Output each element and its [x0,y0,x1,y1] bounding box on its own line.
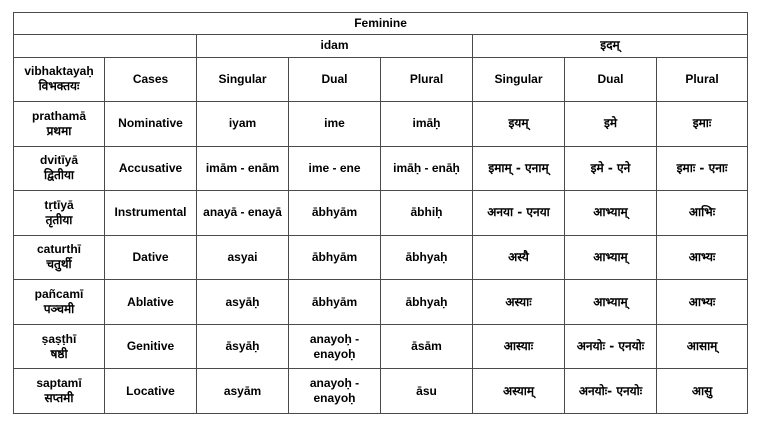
case-name-cell [14,146,105,191]
case-name-devanagari: पञ्चमी [43,302,75,317]
case-name-devanagari: तृतीया [45,212,73,227]
case-name-cell [14,102,105,147]
form-plural: ābhyaḥ [381,280,473,325]
form-dual-devanagari: आभ्याम् [565,235,657,280]
header-cases: Cases [105,57,197,102]
form-dual-devanagari: इमे - एने [565,146,657,191]
form-plural-devanagari: आसाम् [657,324,748,369]
header-dual: Dual [289,57,381,102]
header-singular: Singular [197,57,289,102]
group-header-roman: idam [197,35,473,57]
form-singular-devanagari: इमाम् - एनाम् [473,146,565,191]
form-singular: iyam [197,102,289,147]
form-plural: āsām [381,324,473,369]
case-name-devanagari: षष्ठी [50,346,68,361]
form-singular-devanagari: अस्याम् [473,369,565,414]
form-dual: ime [289,102,381,147]
table-row [14,146,748,191]
blank-header-cell [14,35,197,57]
form-plural: imāḥ [381,102,473,147]
form-singular: asyām [197,369,289,414]
case-name-roman: ṣaṣṭhī [41,331,77,346]
case-name-cell [14,324,105,369]
case-name-roman: caturthī [36,242,81,257]
form-singular-devanagari: अस्याः [473,280,565,325]
form-singular: asyai [197,235,289,280]
form-singular: asyāḥ [197,280,289,325]
form-dual-devanagari: आभ्याम् [565,191,657,236]
case-name-cell [14,191,105,236]
form-dual: anayoḥ - enayoḥ [289,324,381,369]
case-name-roman: dvitīyā [39,153,78,168]
form-plural-devanagari: इमाः [657,102,748,147]
form-singular-devanagari: अनया - एनया [473,191,565,236]
case-english: Genitive [105,324,197,369]
table-row [14,102,748,147]
table-title: Feminine [14,13,748,35]
case-name-roman: prathamā [31,108,87,123]
form-dual: ime - ene [289,146,381,191]
case-name-devanagari: चतुर्थी [46,257,72,272]
header-case-name [14,57,105,102]
case-name-devanagari: सप्तमी [44,391,74,406]
form-plural-devanagari: इमाः - एनाः [657,146,748,191]
case-name-roman: tṛtīyā [44,197,74,212]
case-english: Locative [105,369,197,414]
case-name-devanagari: द्वितीया [43,168,75,183]
form-plural-devanagari: आभ्यः [657,280,748,325]
group-header-devanagari: इदम् [473,35,748,57]
form-dual: ābhyām [289,280,381,325]
form-singular: imām - enām [197,146,289,191]
declension-table [13,12,748,414]
form-dual-devanagari: अनयोः- एनयोः [565,369,657,414]
case-english: Accusative [105,146,197,191]
header-singular-devanagari: Singular [473,57,565,102]
case-english: Ablative [105,280,197,325]
form-plural: imāḥ - enāḥ [381,146,473,191]
table-row [14,324,748,369]
form-dual-devanagari: इमे [565,102,657,147]
case-name-cell [14,235,105,280]
table-row [14,280,748,325]
header-case-name-roman: vibhaktayaḥ [24,64,94,79]
case-name-devanagari: प्रथमा [46,123,72,138]
form-singular: āsyāḥ [197,324,289,369]
case-name-roman: pañcamī [34,287,84,302]
form-dual: ābhyām [289,191,381,236]
form-plural: ābhyaḥ [381,235,473,280]
form-plural-devanagari: आभ्यः [657,235,748,280]
header-case-name-devanagari: विभक्तयः [38,79,80,94]
case-english: Instrumental [105,191,197,236]
header-dual-devanagari: Dual [565,57,657,102]
form-plural: āsu [381,369,473,414]
form-singular-devanagari: अस्यै [473,235,565,280]
form-plural-devanagari: आभिः [657,191,748,236]
table-row [14,369,748,414]
case-english: Dative [105,235,197,280]
form-singular: anayā - enayā [197,191,289,236]
case-name-cell [14,280,105,325]
case-name-roman: saptamī [36,376,82,391]
form-dual-devanagari: आभ्याम् [565,280,657,325]
form-dual-devanagari: अनयोः - एनयोः [565,324,657,369]
case-name-cell [14,369,105,414]
form-dual: anayoḥ - enayoḥ [289,369,381,414]
table-row [14,191,748,236]
case-english: Nominative [105,102,197,147]
form-plural-devanagari: आसु [657,369,748,414]
table-row [14,235,748,280]
header-plural-devanagari: Plural [657,57,748,102]
form-singular-devanagari: आस्याः [473,324,565,369]
header-plural: Plural [381,57,473,102]
form-singular-devanagari: इयम् [473,102,565,147]
form-dual: ābhyām [289,235,381,280]
form-plural: ābhiḥ [381,191,473,236]
